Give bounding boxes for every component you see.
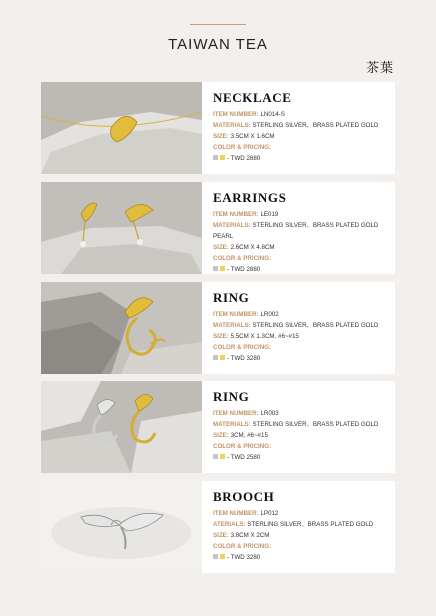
ring-photo bbox=[41, 381, 202, 473]
gold-swatch bbox=[220, 355, 225, 360]
materials-value: STERLING SILVER、BRASS PLATED GOLD bbox=[247, 521, 374, 528]
product-name: EARRINGS bbox=[213, 190, 287, 205]
price-value: - TWD 3280 bbox=[227, 554, 261, 561]
product-card-earrings bbox=[41, 182, 395, 274]
item-number: LE019 bbox=[260, 211, 279, 218]
item-label: ITEM NUMBER: bbox=[213, 510, 259, 517]
title-rule bbox=[190, 24, 246, 25]
item-number: LR003 bbox=[260, 410, 279, 417]
materials-label: MATERIALS: bbox=[213, 122, 251, 129]
materials-extra: PEARL bbox=[213, 233, 234, 240]
materials-value: STERLING SILVER、BRASS PLATED GOLD bbox=[252, 222, 379, 229]
gold-swatch bbox=[220, 554, 225, 559]
size-label: SIZE: bbox=[213, 244, 229, 251]
size-value: 5.5CM X 1.3CM, #6~#15 bbox=[230, 333, 299, 340]
size-value: 3.5CM X 1.6CM bbox=[230, 133, 275, 140]
materials-label: ATERIALS: bbox=[213, 521, 246, 528]
item-label: ITEM NUMBER: bbox=[213, 211, 259, 218]
materials-value: STERLING SILVER、BRASS PLATED GOLD bbox=[252, 421, 379, 428]
product-name: NECKLACE bbox=[213, 90, 292, 105]
color-pricing-label: COLOR & PRICING: bbox=[213, 144, 272, 151]
materials-value: STERLING SILVER、BRASS PLATED GOLD bbox=[252, 122, 379, 129]
materials-label: MATERIALS: bbox=[213, 222, 251, 229]
silver-swatch bbox=[213, 454, 218, 459]
silver-swatch bbox=[213, 554, 218, 559]
page-title: TAIWAN TEA bbox=[168, 36, 268, 53]
materials-label: MATERIALS: bbox=[213, 322, 251, 329]
color-pricing-label: COLOR & PRICING: bbox=[213, 344, 272, 351]
size-label: SIZE: bbox=[213, 133, 229, 140]
item-label: ITEM NUMBER: bbox=[213, 311, 259, 318]
price-value: - TWD 2880 bbox=[227, 155, 261, 162]
item-number: LR002 bbox=[260, 311, 279, 318]
price-value: - TWD 2580 bbox=[227, 454, 261, 461]
earrings-photo bbox=[41, 182, 202, 274]
product-card-ring-lr003 bbox=[41, 381, 395, 473]
chinese-title: 茶葉 bbox=[365, 61, 394, 76]
product-card-brooch bbox=[41, 481, 395, 573]
silver-swatch bbox=[213, 266, 218, 271]
size-value: 3.8CM X 2CM bbox=[230, 532, 270, 539]
product-card-ring-lr002 bbox=[41, 282, 395, 374]
materials-label: MATERIALS: bbox=[213, 421, 251, 428]
size-label: SIZE: bbox=[213, 333, 229, 340]
gold-swatch bbox=[220, 266, 225, 271]
ring-photo bbox=[41, 282, 202, 374]
price-value: - TWD 3280 bbox=[227, 355, 261, 362]
item-label: ITEM NUMBER: bbox=[213, 410, 259, 417]
materials-value: STERLING SILVER、BRASS PLATED GOLD bbox=[252, 322, 379, 329]
item-number: LN014-S bbox=[260, 111, 285, 118]
price-value: - TWD 2880 bbox=[227, 266, 261, 273]
size-value: 3CM, #6~#15 bbox=[230, 432, 268, 439]
product-name: RING bbox=[213, 389, 250, 404]
necklace-photo bbox=[41, 82, 202, 174]
product-card-necklace bbox=[41, 82, 395, 174]
item-label: ITEM NUMBER: bbox=[213, 111, 259, 118]
product-name: BROOCH bbox=[213, 489, 275, 504]
color-pricing-label: COLOR & PRICING: bbox=[213, 255, 272, 262]
gold-swatch bbox=[220, 155, 225, 160]
silver-swatch bbox=[213, 155, 218, 160]
silver-swatch bbox=[213, 355, 218, 360]
color-pricing-label: COLOR & PRICING: bbox=[213, 543, 272, 550]
product-name: RING bbox=[213, 290, 250, 305]
gold-swatch bbox=[220, 454, 225, 459]
size-label: SIZE: bbox=[213, 432, 229, 439]
size-label: SIZE: bbox=[213, 532, 229, 539]
item-number: LP012 bbox=[260, 510, 279, 517]
size-value: 2.6CM X 4.8CM bbox=[230, 244, 275, 251]
color-pricing-label: COLOR & PRICING: bbox=[213, 443, 272, 450]
brooch-photo bbox=[41, 481, 202, 573]
